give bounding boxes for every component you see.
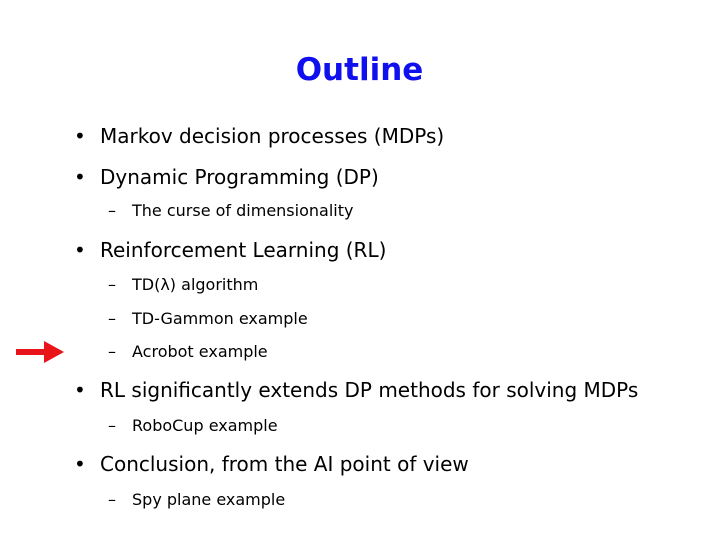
sub-item-text: Acrobot example (132, 342, 268, 361)
bullet-text: RL significantly extends DP methods for solving MDPs (100, 378, 639, 402)
bullet-item-mdps (74, 123, 445, 149)
bullet-marker: • (74, 165, 86, 189)
sub-item-text: Spy plane example (132, 490, 286, 509)
bullet-item-rl-extends-dp (74, 377, 639, 403)
dash-marker: – (108, 309, 116, 328)
sub-item-curse-of-dimensionality (108, 200, 354, 222)
sub-item-text: The curse of dimensionality (132, 201, 354, 220)
dash-marker: – (108, 342, 116, 361)
dash-marker: – (108, 416, 116, 435)
sub-item-text: TD-Gammon example (132, 309, 308, 328)
dash-marker: – (108, 275, 116, 294)
slide-title: Outline (295, 52, 424, 88)
bullet-marker: • (74, 124, 86, 148)
sub-item-td-lambda (108, 274, 259, 296)
bullet-text: Markov decision processes (MDPs) (100, 124, 445, 148)
bullet-text: Conclusion, from the AI point of view (100, 452, 469, 476)
bullet-text: Dynamic Programming (DP) (100, 165, 379, 189)
sub-item-robocup (108, 415, 278, 437)
bullet-marker: • (74, 452, 86, 476)
right-arrow-icon (16, 341, 64, 363)
dash-marker: – (108, 201, 116, 220)
sub-item-text: TD(λ) algorithm (132, 275, 259, 294)
sub-item-td-gammon (108, 308, 308, 330)
sub-item-acrobot (108, 341, 268, 363)
bullet-marker: • (74, 378, 86, 402)
bullet-item-conclusion (74, 451, 469, 477)
bullet-text: Reinforcement Learning (RL) (100, 238, 387, 262)
bullet-item-dynamic-programming (74, 164, 379, 190)
bullet-marker: • (74, 238, 86, 262)
dash-marker: – (108, 490, 116, 509)
sub-item-spy-plane (108, 489, 286, 511)
sub-item-text: RoboCup example (132, 416, 278, 435)
bullet-item-reinforcement-learning (74, 237, 387, 263)
